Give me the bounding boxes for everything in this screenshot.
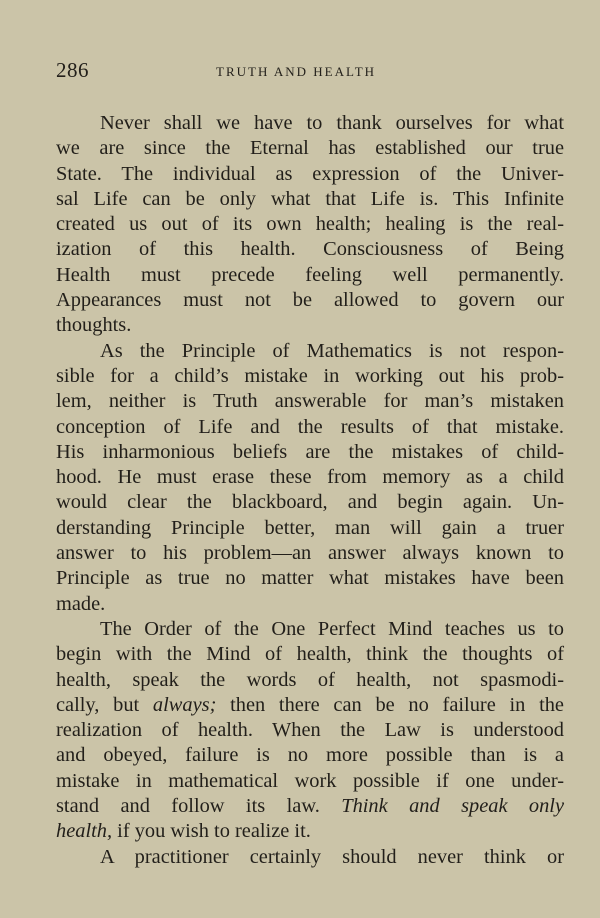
text-line: ization of this health. Consciousness of Being xyxy=(56,238,564,261)
emphasis-think-speak: Think and speak only xyxy=(341,795,565,818)
text-line: would clear the blackboard, and begin again. Un- xyxy=(56,491,564,514)
text-line: lem, neither is Truth answerable for man’s mistaken xyxy=(56,390,564,413)
paragraph-1 xyxy=(56,111,564,339)
text-line: sal Life can be only what that Life is. This Infinite xyxy=(56,187,564,210)
text-line: A practitioner certainly should never think or xyxy=(100,845,564,868)
text-line: answer to his problem—an answer always known to xyxy=(56,542,564,565)
page-header xyxy=(56,58,563,88)
text-segment: stand and follow its law. xyxy=(56,795,342,818)
body-text xyxy=(56,111,564,870)
text-segment: cally, but xyxy=(56,693,153,716)
paragraph-3 xyxy=(56,617,564,870)
text-line: Principle as true no matter what mistakes have been xyxy=(56,567,564,590)
text-line: created us out of its own health; healing is the real- xyxy=(56,213,564,236)
text-line: health, speak the words of health, not spasmodi- xyxy=(56,668,564,691)
paragraph-2 xyxy=(56,339,564,617)
text-line: Health must precede feeling well permanently. xyxy=(56,263,564,286)
text-line: begin with the Mind of health, think the thoughts of xyxy=(56,643,564,666)
text-line-mixed xyxy=(56,693,564,718)
text-line-mixed xyxy=(56,819,564,844)
text-line: and obeyed, failure is no more possible than is a xyxy=(56,744,564,767)
emphasis-always: always; xyxy=(152,693,217,716)
text-line: sible for a child’s mistake in working out his prob- xyxy=(56,364,564,387)
page-number: 286 xyxy=(56,58,89,82)
text-line: Appearances must not be allowed to govern our xyxy=(56,289,564,312)
text-segment: if you wish to realize it. xyxy=(112,820,311,843)
text-line: realization of health. When the Law is understood xyxy=(56,719,564,742)
text-line: conception of Life and the results of that mistake. xyxy=(56,415,564,438)
text-line-mixed xyxy=(56,794,564,819)
text-line: Never shall we have to thank ourselves for what xyxy=(100,112,564,134)
text-line: thoughts. xyxy=(56,314,132,337)
text-line: hood. He must erase these from memory as a child xyxy=(56,466,564,489)
text-line: derstanding Principle better, man will gain a truer xyxy=(56,516,564,539)
text-line: His inharmonious beliefs are the mistakes of child- xyxy=(56,440,564,463)
emphasis-health: health, xyxy=(56,820,113,843)
text-line: we are since the Eternal has established our true xyxy=(56,137,564,160)
text-line: made. xyxy=(56,592,106,615)
running-head: TRUTH AND HEALTH xyxy=(216,64,377,79)
text-line: mistake in mathematical work possible if one under- xyxy=(56,769,564,792)
text-segment: then there can be no failure in the xyxy=(216,693,564,716)
text-line: As the Principle of Mathematics is not respon- xyxy=(100,339,564,362)
text-line: State. The individual as expression of the Univer- xyxy=(56,162,564,185)
text-line: The Order of the One Perfect Mind teaches us to xyxy=(100,617,564,640)
